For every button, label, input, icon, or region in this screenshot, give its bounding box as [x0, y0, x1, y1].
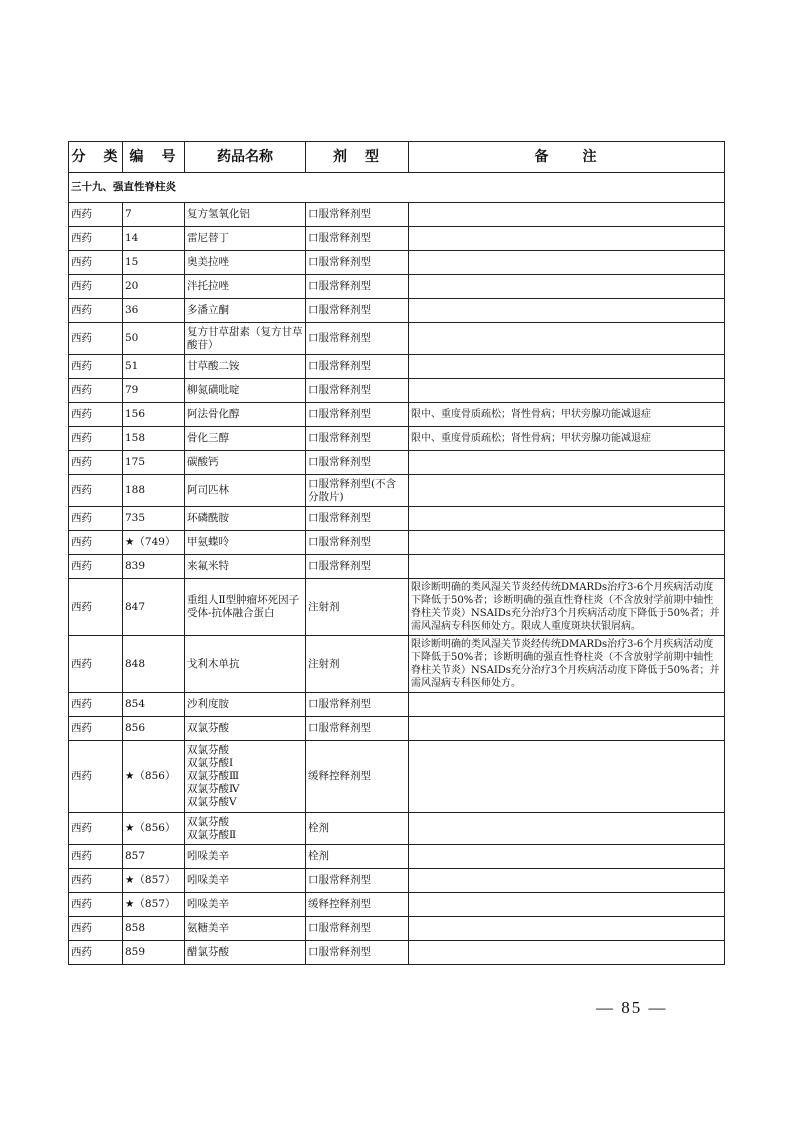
category-cell: 西药 [69, 555, 123, 579]
dosage-form-cell: 口服常释剂型 [306, 403, 409, 427]
remarks-cell [409, 693, 725, 717]
category-cell: 西药 [69, 251, 123, 275]
category-cell: 西药 [69, 507, 123, 531]
table-row [69, 741, 725, 813]
drug-name-cell: 吲哚美辛 [185, 893, 306, 917]
category-cell: 西药 [69, 717, 123, 741]
table-header-row [69, 142, 725, 173]
remarks-cell [409, 813, 725, 845]
remarks-cell [409, 507, 725, 531]
dosage-form-cell: 口服常释剂型 [306, 299, 409, 323]
header-drug-name: 药品名称 [185, 142, 306, 173]
drug-name-cell: 吲哚美辛 [185, 845, 306, 869]
category-cell: 西药 [69, 579, 123, 636]
number-cell: 15 [123, 251, 185, 275]
table-row [69, 693, 725, 717]
remarks-cell [409, 227, 725, 251]
table-row [69, 403, 725, 427]
remarks-cell [409, 379, 725, 403]
drug-name-cell: 醋氯芬酸 [185, 941, 306, 965]
dosage-form-cell: 栓剂 [306, 845, 409, 869]
number-cell: 50 [123, 323, 185, 355]
drug-name-cell: 沙利度胺 [185, 693, 306, 717]
category-cell: 西药 [69, 869, 123, 893]
dosage-form-cell: 口服常释剂型 [306, 693, 409, 717]
table-row [69, 845, 725, 869]
table-row [69, 941, 725, 965]
remarks-cell [409, 941, 725, 965]
remarks-cell: 限中、重度骨质疏松；肾性骨病；甲状旁腺功能减退症 [409, 427, 725, 451]
dosage-form-cell: 口服常释剂型 [306, 355, 409, 379]
category-cell: 西药 [69, 299, 123, 323]
category-cell: 西药 [69, 917, 123, 941]
number-cell: 188 [123, 475, 185, 507]
drug-table [68, 141, 725, 965]
dosage-form-cell: 口服常释剂型 [306, 941, 409, 965]
number-cell: 79 [123, 379, 185, 403]
table-row [69, 579, 725, 636]
number-cell: ★（856） [123, 741, 185, 813]
number-cell: 156 [123, 403, 185, 427]
remarks-cell [409, 275, 725, 299]
number-cell: ★（856） [123, 813, 185, 845]
category-cell: 西药 [69, 427, 123, 451]
table-row [69, 636, 725, 693]
header-category: 分 类 [69, 142, 123, 173]
dosage-form-cell: 缓释控释剂型 [306, 741, 409, 813]
dosage-form-cell: 口服常释剂型 [306, 251, 409, 275]
category-cell: 西药 [69, 451, 123, 475]
drug-name-cell: 雷尼替丁 [185, 227, 306, 251]
drug-name-cell: 戈利木单抗 [185, 636, 306, 693]
page-number: — 85 — [596, 998, 668, 1017]
remarks-cell [409, 251, 725, 275]
table-row [69, 251, 725, 275]
drug-name-cell: 骨化三醇 [185, 427, 306, 451]
remarks-cell [409, 893, 725, 917]
category-cell: 西药 [69, 531, 123, 555]
drug-name-cell: 奥美拉唑 [185, 251, 306, 275]
dosage-form-cell: 缓释控释剂型 [306, 893, 409, 917]
number-cell: 7 [123, 203, 185, 227]
drug-name-cell: 双氯芬酸 双氯芬酸Ⅱ [185, 813, 306, 845]
section-row [69, 173, 725, 203]
drug-name-cell: 双氯芬酸 双氯芬酸Ⅰ 双氯芬酸Ⅲ 双氯芬酸Ⅳ 双氯芬酸Ⅴ [185, 741, 306, 813]
drug-name-cell: 复方甘草甜素（复方甘草酸苷） [185, 323, 306, 355]
dosage-form-cell: 口服常释剂型 [306, 451, 409, 475]
dosage-form-cell: 注射剂 [306, 636, 409, 693]
drug-name-cell: 复方氢氧化铝 [185, 203, 306, 227]
remarks-cell [409, 355, 725, 379]
number-cell: 20 [123, 275, 185, 299]
category-cell: 西药 [69, 693, 123, 717]
drug-name-cell: 环磷酰胺 [185, 507, 306, 531]
table-row [69, 355, 725, 379]
dosage-form-cell: 口服常释剂型 [306, 227, 409, 251]
dosage-form-cell: 口服常释剂型 [306, 203, 409, 227]
drug-name-cell: 来氟米特 [185, 555, 306, 579]
number-cell: 14 [123, 227, 185, 251]
category-cell: 西药 [69, 275, 123, 299]
table-row [69, 531, 725, 555]
dosage-form-cell: 口服常释剂型 [306, 555, 409, 579]
dosage-form-cell: 口服常释剂型 [306, 427, 409, 451]
table-row [69, 475, 725, 507]
remarks-cell [409, 299, 725, 323]
category-cell: 西药 [69, 403, 123, 427]
table-row [69, 427, 725, 451]
number-cell: 847 [123, 579, 185, 636]
table-body [69, 173, 725, 965]
table-row [69, 555, 725, 579]
drug-name-cell: 阿法骨化醇 [185, 403, 306, 427]
remarks-cell [409, 203, 725, 227]
drug-table-container [68, 141, 724, 965]
remarks-cell [409, 869, 725, 893]
category-cell: 西药 [69, 379, 123, 403]
drug-name-cell: 多潘立酮 [185, 299, 306, 323]
table-row [69, 299, 725, 323]
drug-name-cell: 甘草酸二铵 [185, 355, 306, 379]
drug-name-cell: 柳氮磺吡啶 [185, 379, 306, 403]
header-dosage-form: 剂 型 [306, 142, 409, 173]
drug-name-cell: 甲氨蝶呤 [185, 531, 306, 555]
dosage-form-cell: 口服常释剂型 [306, 275, 409, 299]
table-row [69, 275, 725, 299]
header-number: 编 号 [123, 142, 185, 173]
remarks-cell [409, 741, 725, 813]
dosage-form-cell: 口服常释剂型 [306, 379, 409, 403]
drug-name-cell: 双氯芬酸 [185, 717, 306, 741]
dosage-form-cell: 口服常释剂型 [306, 717, 409, 741]
drug-name-cell: 吲哚美辛 [185, 869, 306, 893]
number-cell: ★（857） [123, 869, 185, 893]
category-cell: 西药 [69, 227, 123, 251]
table-row [69, 379, 725, 403]
table-row [69, 917, 725, 941]
category-cell: 西药 [69, 741, 123, 813]
dosage-form-cell: 口服常释剂型 [306, 323, 409, 355]
remarks-cell [409, 531, 725, 555]
remarks-cell [409, 323, 725, 355]
drug-name-cell: 泮托拉唑 [185, 275, 306, 299]
number-cell: 858 [123, 917, 185, 941]
drug-name-cell: 碳酸钙 [185, 451, 306, 475]
number-cell: ★（749） [123, 531, 185, 555]
dosage-form-cell: 栓剂 [306, 813, 409, 845]
dosage-form-cell: 口服常释剂型 [306, 917, 409, 941]
remarks-cell [409, 555, 725, 579]
drug-name-cell: 氨糖美辛 [185, 917, 306, 941]
remarks-cell [409, 451, 725, 475]
category-cell: 西药 [69, 355, 123, 379]
dosage-form-cell: 注射剂 [306, 579, 409, 636]
dosage-form-cell: 口服常释剂型 [306, 869, 409, 893]
table-row [69, 869, 725, 893]
number-cell: 859 [123, 941, 185, 965]
dosage-form-cell: 口服常释剂型 [306, 507, 409, 531]
remarks-cell [409, 475, 725, 507]
number-cell: 839 [123, 555, 185, 579]
dosage-form-cell: 口服常释剂型 [306, 531, 409, 555]
category-cell: 西药 [69, 475, 123, 507]
number-cell: 854 [123, 693, 185, 717]
section-title: 三十九、强直性脊柱炎 [69, 173, 725, 203]
category-cell: 西药 [69, 941, 123, 965]
category-cell: 西药 [69, 636, 123, 693]
table-row [69, 227, 725, 251]
remarks-cell: 限诊断明确的类风湿关节炎经传统DMARDs治疗3-6个月疾病活动度下降低于50%者；诊断明确的强直性脊柱炎（不含放射学前期中轴性脊柱关节炎）NSAIDs充分治疗3个月疾病活动度下降低于50%者；并需风湿病专科医师处方。 [409, 636, 725, 693]
remarks-cell: 限诊断明确的类风湿关节炎经传统DMARDs治疗3-6个月疾病活动度下降低于50%者；诊断明确的强直性脊柱炎（不含放射学前期中轴性脊柱关节炎）NSAIDs充分治疗3个月疾病活动度下降低于50%者；并需风湿病专科医师处方。限成人重度斑块状银屑病。 [409, 579, 725, 636]
table-row [69, 893, 725, 917]
table-row [69, 717, 725, 741]
category-cell: 西药 [69, 893, 123, 917]
header-remarks: 备 注 [409, 142, 725, 173]
dosage-form-cell: 口服常释剂型(不含分散片) [306, 475, 409, 507]
number-cell: ★（857） [123, 893, 185, 917]
remarks-cell [409, 717, 725, 741]
number-cell: 51 [123, 355, 185, 379]
drug-name-cell: 重组人Ⅱ型肿瘤坏死因子受体-抗体融合蛋白 [185, 579, 306, 636]
remarks-cell [409, 845, 725, 869]
category-cell: 西药 [69, 323, 123, 355]
number-cell: 158 [123, 427, 185, 451]
number-cell: 857 [123, 845, 185, 869]
table-row [69, 451, 725, 475]
remarks-cell [409, 917, 725, 941]
category-cell: 西药 [69, 813, 123, 845]
category-cell: 西药 [69, 203, 123, 227]
category-cell: 西药 [69, 845, 123, 869]
drug-name-cell: 阿司匹林 [185, 475, 306, 507]
remarks-cell: 限中、重度骨质疏松；肾性骨病；甲状旁腺功能减退症 [409, 403, 725, 427]
table-row [69, 507, 725, 531]
number-cell: 175 [123, 451, 185, 475]
number-cell: 856 [123, 717, 185, 741]
table-row [69, 813, 725, 845]
number-cell: 36 [123, 299, 185, 323]
number-cell: 735 [123, 507, 185, 531]
table-row [69, 323, 725, 355]
number-cell: 848 [123, 636, 185, 693]
table-row [69, 203, 725, 227]
